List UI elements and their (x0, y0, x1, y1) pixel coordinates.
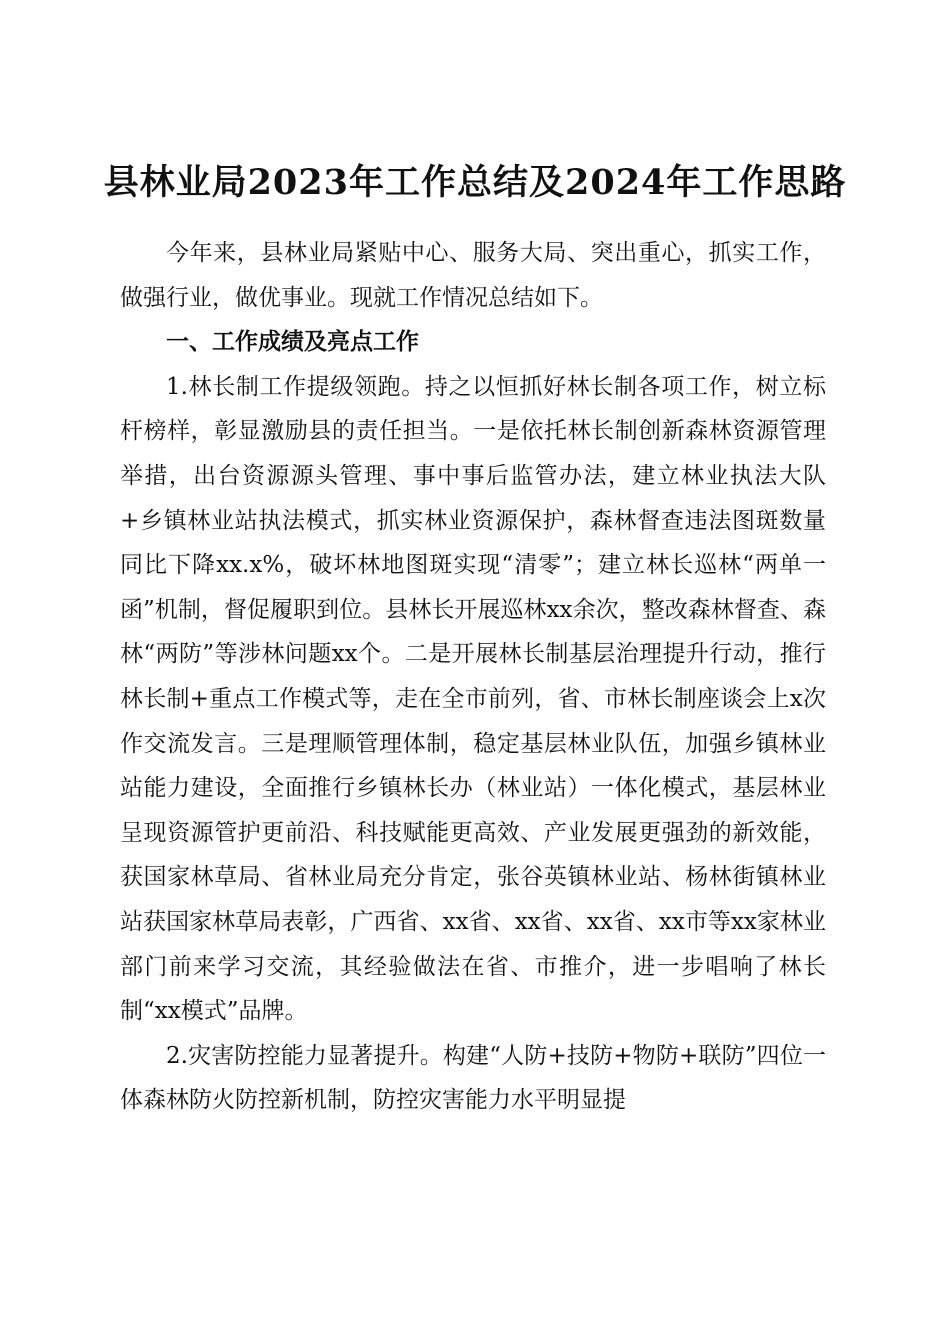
paragraph-forest-chief-system: 1.林长制工作提级领跑。持之以恒抓好林长制各项工作，树立标杆榜样，彰显激励县的责任担当。一是依托林长制创新森林资源管理举措，出台资源源头管理、事中事后监管办法，建立林业执法大队+乡镇林业站执法模式，抓实林业资源保护，森林督查违法图斑数量同比下降xx.x%，破坏林地图斑实现“清零”；建立林长巡林“两单一函”机制，督促履职到位。县林长开展巡林xx余次，整改森林督查、森林“两防”等涉林问题xx个。二是开展林长制基层治理提升行动，推行林长制+重点工作模式等，走在全市前列，省、市林长制座谈会上x次作交流发言。三是理顺管理体制，稳定基层林业队伍，加强乡镇林业站能力建设，全面推行乡镇林长办（林业站）一体化模式，基层林业呈现资源管护更前沿、科技赋能更高效、产业发展更强劲的新效能，获国家林草局、省林业局充分肯定，张谷英镇林业站、杨林街镇林业站获国家林草局表彰，广西省、xx省、xx省、xx省、xx市等xx家林业部门前来学习交流，其经验做法在省、市推介，进一步唱响了林长制“xx模式”品牌。 (120, 373, 826, 1025)
intro-paragraph: 今年来，县林业局紧贴中心、服务大局、突出重心，抓实工作，做强行业，做优事业。现就工作情况总结如下。 (120, 240, 826, 311)
paragraph-disaster-prevention: 2.灾害防控能力显著提升。构建“人防+技防+物防+联防”四位一体森林防火防控新机制，防控灾害能力水平明显提 (120, 1042, 826, 1114)
document-body (120, 231, 826, 1123)
document-title: 县林业局2023年工作总结及2024年工作思路 (103, 162, 847, 204)
section-heading-achievements: 一、工作成绩及亮点工作 (166, 329, 419, 356)
